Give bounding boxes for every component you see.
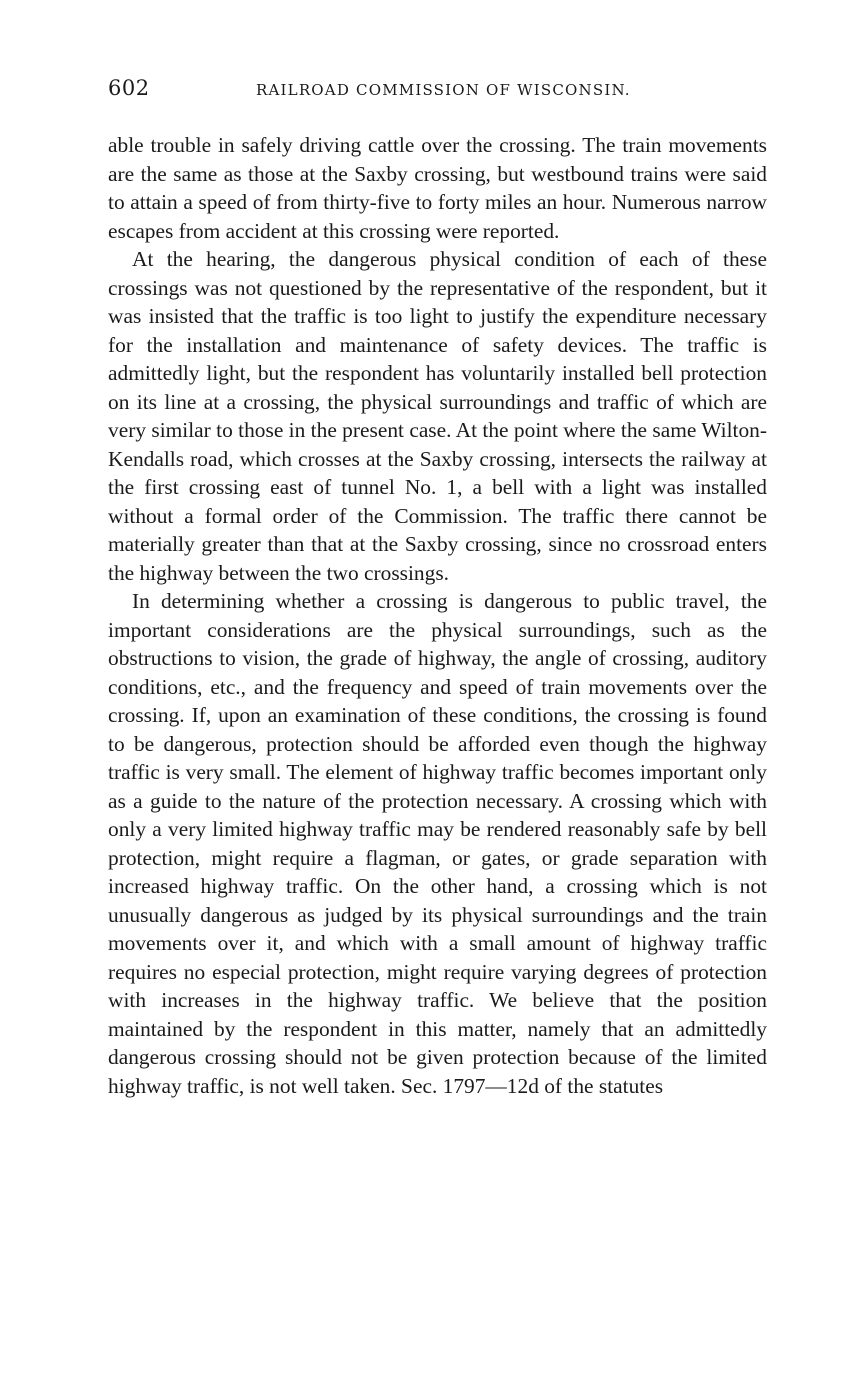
page-header (108, 76, 768, 106)
running-head: RAILROAD COMMISSION OF WISCONSIN. (256, 81, 631, 99)
paragraph-continued: able trouble in safely driving cattle over the crossing. The train movements are the same as those at the Saxby crossing, but westbound trains were said to attain a speed of from thirty-five to forty miles an hour. Numerous narrow escapes from accident at this crossing were reported. (108, 133, 767, 243)
paragraph-hearing: At the hearing, the dangerous physical condition of each of these crossings was not questioned by the representative of the respondent, but it was insisted that the traffic is too light to justify the expenditure necessary for the installation and maintenance of safety devices. The traffic is admittedly light, but the respondent has voluntarily installed bell protection on its line at a crossing, the physical surroundings and traffic of which are very similar to those in the present case. At the point where the same Wilton-Kendalls road, which crosses at the Saxby crossing, intersects the railway at the first crossing east of tunnel No. 1, a bell with a light was installed without a formal order of the Commission. The traffic there cannot be materially greater than that at the Saxby crossing, since no crossroad enters the highway between the two crossings. (108, 247, 767, 585)
page-number: 602 (108, 76, 150, 100)
paragraph-determining: In determining whether a crossing is dangerous to public travel, the important considerations are the physical surroundings, such as the obstructions to vision, the grade of highway, the angle of crossing, auditory conditions, etc., and the frequency and speed of train movements over the crossing. If, upon an examination of these conditions, the crossing is found to be dangerous, protection should be afforded even though the highway traffic is very small. The element of highway traffic becomes important only as a guide to the nature of the protection necessary. A crossing which with only a very limited highway traffic may be rendered reasonably safe by bell protection, might require a flagman, or gates, or grade separation with increased highway traffic. On the other hand, a crossing which is not unusually dangerous as judged by its physical surroundings and the train movements over it, and which with a small amount of highway traffic requires no especial protection, might require varying degrees of protection with increases in the highway traffic. We believe that the position maintained by the respondent in this matter, namely that an admittedly dangerous crossing should not be given protection because of the limited highway traffic, is not well taken. Sec. 1797—12d of the statutes (108, 589, 767, 1098)
body-text (108, 131, 767, 1100)
